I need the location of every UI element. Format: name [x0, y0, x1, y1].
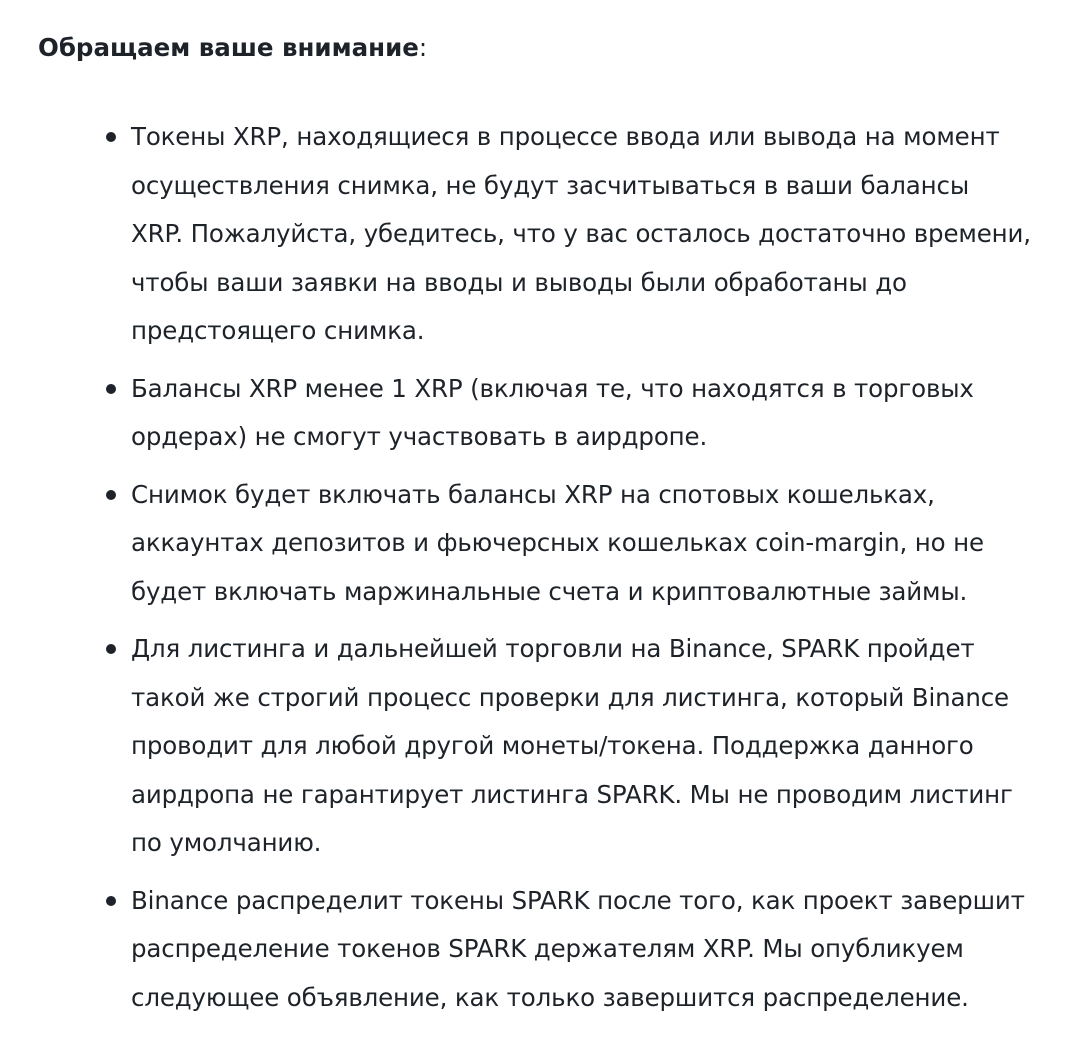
- list-item-minimum-balance: [38, 365, 1058, 462]
- list-item-line: Балансы XRP менее 1 XRP (включая те, что находятся в торговых: [131, 373, 974, 403]
- list-item-line: такой же строгий процесс проверки для листинга, который Binance: [131, 682, 1009, 712]
- list-item-line: XRP. Пожалуйста, убедитесь, что у вас осталось достаточно времени,: [131, 219, 1031, 248]
- notice-section: [38, 28, 1058, 1022]
- bullet-icon: [106, 644, 116, 654]
- list-item-line: Снимок будет включать балансы XRP на спотовых кошельках,: [131, 479, 935, 509]
- list-item-line: Binance распределит токены SPARK после того, как проект завершит: [131, 885, 1025, 915]
- list-item-line: аирдропа не гарантирует листинга SPARK. Мы не проводим листинг: [131, 779, 1013, 809]
- list-item-line: Токены XRP, находящиеся в процессе ввода или вывода на момент: [131, 122, 1000, 151]
- bullet-icon: [106, 384, 116, 394]
- list-item-line: аккаунтах депозитов и фьючерсных кошельках coin-margin, но не: [131, 528, 984, 557]
- list-item-line: Для листинга и дальнейшей торговли на Binance, SPARK пройдет: [131, 634, 975, 663]
- list-item-listing-review: [38, 625, 1058, 868]
- list-item-line: следующее объявление, как только завершится распределение.: [131, 982, 969, 1012]
- list-item-line: чтобы ваши заявки на вводы и выводы были обработаны до: [131, 267, 907, 297]
- notice-heading-colon: :: [418, 33, 428, 62]
- list-item-line: проводит для любой другой монеты/токена. Поддержка данного: [131, 731, 974, 760]
- bullet-icon: [106, 896, 116, 906]
- list-item-line: осуществления снимка, не будут засчитываться в ваши балансы: [131, 170, 970, 200]
- list-item-line: распределение токенов SPARK держателям XRP. Мы опубликуем: [131, 934, 964, 963]
- list-item-line: ордерах) не смогут участвовать в аирдропе.: [131, 422, 708, 451]
- list-item-distribution: [38, 877, 1058, 1023]
- list-item-snapshot-pending: [38, 113, 1058, 356]
- notice-heading: [38, 28, 1058, 68]
- bullet-icon: [106, 490, 116, 500]
- notice-heading-label: Обращаем ваше внимание: [38, 33, 419, 62]
- list-item-line: по умолчанию.: [131, 828, 322, 857]
- bullet-icon: [106, 132, 116, 142]
- list-item-line: предстоящего снимка.: [131, 316, 425, 345]
- list-item-line: будет включать маржинальные счета и криптовалютные займы.: [131, 576, 968, 606]
- list-item-included-wallets: [38, 471, 1058, 617]
- notice-list: [38, 113, 1058, 1022]
